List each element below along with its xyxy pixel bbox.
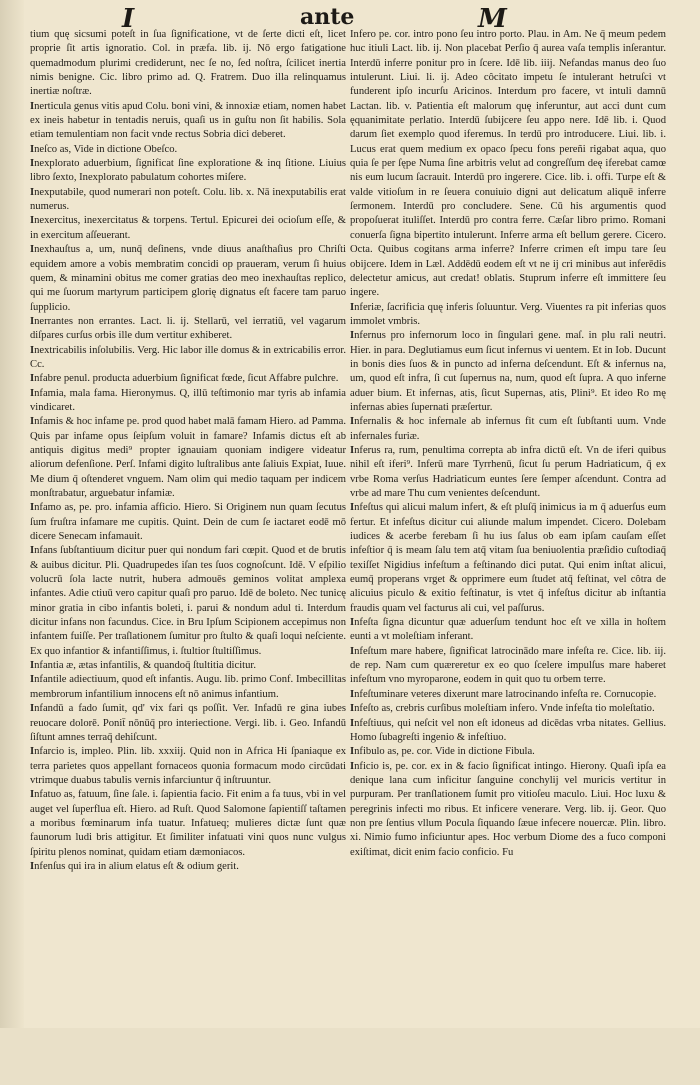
dictionary-entry: Infeſtum mare habere, ſignificat latrocinādo mare infeſta re. Cice. lib. iij. de rep. Nam cum quæreretur ex eo quo ſcelere impulſus mare haberet infeſtum vno myroparone, eodem in quit quo tu orbem terre. [350,645,666,686]
dictionary-entry: Infamo as, pe. pro. infamia afficio. Hiero. Si Originem nun quam ſecutus ſum fruſtra infamare me cupitis. Quint. Dein de cum ſe iactaret eodē mō dicere Senecam infamauit. [30,502,346,543]
dictionary-entry: Infernalis & hoc infernale ab infernus fit cum eſt ſubſtanti uum. Vnde infernales furiæ. [350,416,666,442]
dictionary-entry: Infandū a fado ſumit, qd' vix fari qs poſſit. Ver. Infadū re gina iubes reuocare dolorē. Ponit̄ nōnūq̄ pro interiectione. Vergi. lib. i. Geo. Infandū ſiſtunt amnes terraq̄ dehiſcunt. [30,703,346,743]
dictionary-entry: Inerrantes non errantes. Lact. li. ij. Stellarū, vel ierratiū, vel vagarum diſpares curſus orbis ille dum vertitur exhiberet. [30,315,346,342]
running-head-center: ante [300,4,355,30]
dictionary-entry: Infantile adiectiuum, quod eſt infantis. Augu. lib. primo Conf. Imbecillitas membrorum infantilium innocens eſt nō animus infantium. [30,674,346,700]
dictionary-entry: Infibulo as, pe. cor. Vide in dictione Fibula. [350,746,535,758]
page-gutter [0,0,24,1085]
dictionary-entry: Infeſtuminare veteres dixerunt mare latrocinando infeſta re. Cornucopie. [350,688,657,700]
dictionary-entry: Inferus ra, rum, penultima correpta ab infra dictū eſt. Vn de iferi quibus nihil eſt iferi⁹. Inferū mare Tyrrhenū, ſicut ſu perum Hadriaticum, q̄ ex vrbe Roma verſus Hadriaticum euntes ſere ſemper aſcendunt. Contra ad vrbe ad mare Thu cum venientes deſcendunt. [350,444,666,499]
dictionary-entry: Infeſto as, crebris curſibus moleſtiam infero. Vnde infeſta tio moleſtatio. [350,703,655,715]
dictionary-entry: Infarcio is, impleo. Plin. lib. xxxiij. Quid non in Africa Hi ſpaniaque ex terra parietes quos appellant fornaceos quonia formacum modo circūdati vtrimque duabus tabulis vernis infarciuntur q̄ inſtruuntur. [30,746,346,786]
dictionary-entry: Inexercitus, inexercitatus & torpens. Tertul. Epicurei dei ocioſum eſſe, & in exercitum aſſeuerant. [30,215,346,241]
dictionary-entry: Infantia æ, ætas infantilis, & quandoq̄ ſtultitia dicitur. [30,660,256,672]
right-text-column [350,28,666,1028]
running-head-right: M [478,4,507,34]
dictionary-entry: Inerticula genus vitis apud Colu. boni vini, & innoxiæ etiam, nomen habet ex ineis habetur in tentadis neruis, quaſi us in guſtu non ſit habilis. Sola etiam temulentiam non facit vnde rectus Sobria dici deberet. [30,100,346,141]
dictionary-entry: Inexplorato aduerbium, ſignificat ſine exploratione & inq ſitione. Liuius libro ſexto, Inexplorato pabulatum cohortes miſere. [30,158,346,184]
dictionary-entry: Infero pe. cor. intro pono ſeu intro porto. Plau. in Am. Ne q̄ meum pedem huc itiuli Lact. lib. ij. Non placebat Perſio q̄ aurea vaſa templis inſerantur. Interdū inferre ponitur pro in ſcere. Idē lib. iiij. Nefandas manus deo ſuo intulerunt. Liui. li. ij. Adeo côcitato impetu ſe intulerant hetruſci vt funderent ipſo incurſu Aricinos. Interdum pro facere, vt intuli damnū Lactan. lib. v. Patientia eſt malorum quę inferuntur, aut acci dunt cum ęquanimitate perlatio. Interdū ſubijcere ſeu appo nere. Idē lib. i. Quod darum ſiet exemplo quod iferemus. In terdū pro introducere. Liui. lib. i. Lucus erat quem medium ex opaco ſpecu fons pereñi rigabat aqua, quo quia ſe per ſępe Numa ſine arbitris velut ad congreſſum deę iferebat camœ nis eum lucum ſacrauit. Interdū pro ingerere. Cice. lib. i. offi. Turpe eſt & valde vitioſum in re ſeuera conuiuio digni aut delicatum aliquē inferre ſermonem. Interdū pro concludere. Sene. Cū his argumentis quod propoſuerat ituliſſet. Interdū pro contra ferre. Cæſar libro primo. Romani conuerſa ſigna bipertito intulerunt. Inferre arma eſt bellum gerere. Cicero. Octa. Quibus cogitans arma inferre? Inferre crimen eſt impu tare ſeu obijcere. Idem in Læl. Addēdū eodem eſt vt ne ij cri minibus aut inferēdis delectetur amicus, aut credat! oblatis. Stuprum inferre eſt immittere ſeu ingere. [350,29,666,299]
dictionary-entry: Inferiæ, ſacrificia quę inferis ſoluuntur. Verg. Viuentes ra pit inferias quos immolet vmbris. [350,301,666,327]
dictionary-entry: Inficio is, pe. cor. ex in & facio ſignificat intingo. Hierony. Quaſi ipſa ea denique lana cum inficitur ſanguine conchylij vel muricis vertitur in purpuram. Per tranſlationem ſumit pro vitioſeu maculo. Liui. Hoc luxu & peregrinis infecti mo ribus. Et inficere venerare. Verg. lib. ij. Geor. Quo non pre ſentius vllum Pocula ſiquando ſæue infecere nouercæ. Plin. libro. xi. Nimio fumo inficiuntur apes. Hoc verbum Diome des a fuco componi exiſtimat, dicit enim facio conficio. Fu [350,760,666,858]
dictionary-entry: Infatuo as, fatuum, ſine ſale. i. ſapientia facio. Fit enim a fa tuus, vbi in vel auget vel ſuperflua eſt. Hiero. ad Ruſt. Quod Salomone ſapientiſſ taſtamen a moribus fœminarum infa tuatur. Infatueq; mulieres dictæ ſunt quæ faunorum ludi bris attigitur. Et ſimiliter infatuati vini quos nunc vulgus ſpiritu plenos nominat, quidam etiam dæmoniacos. [30,789,346,858]
dictionary-entry: Infamis & hoc infame pe. prod quod habet malā famam Hiero. ad Pamma. Quis par infame opus ſeipſum voluit in famare? Infamis dictus eſt ab antiquis digitus medi⁹ propter ignauiam quoniam indigere videatur aliorum defenſione. Perſ. Infami digito luſtralibus ante ſaliuis Expiat, Iuue. Me dium q̄ oſtenderet vnguem. Nam olim qui medio taquam per indicem monſtrabatur, arguebatur infamiæ. [30,416,346,499]
dictionary-entry: Ineſco as, Vide in dictione Obeſco. [30,143,178,155]
dictionary-entry: Infeſta ſigna dicuntur quæ aduerſum tendunt hoc eſt ve xilla in hoſtem eunti a vt moleſtiam inferant. [350,617,666,643]
dictionary-entry: Infenſus qui ira in alium elatus eſt & odium gerit. [30,860,239,872]
dictionary-entry: Infamia, mala fama. Hieronymus. Q, illū teſtimonio mar tyris ab infamia vindicaret. [30,387,346,413]
dictionary-entry: Infeſtiuus, qui neſcit vel non eſt idoneus ad dicēdas vrba nitates. Gellius. Homo ſubagreſti ingenio & infeſtiuo. [350,717,666,743]
dictionary-entry: Inexhauſtus a, um, nunq̄ deſinens, vnde diuus anaſthaſius pro Chriſti equidem amore a vobis membratim concidi op praueram, verum ſi huius quem, & minamini obitus me comer gratias deo meo inexhauſtas replico, qui me ſuorum martyrum participem glorię dignatus eſt facere tam paruo ſupplicio. [30,244,346,313]
page-bottom-margin [0,1028,700,1085]
left-text-column [30,28,346,1028]
dictionary-entry: Infernus pro infernorum loco in ſingulari gene. maſ. in plu rali neutri. Hier. in para. Deglutiamus eum ſicut infernus vi uentem. Et in Iob. Ducunt in bonis dies ſuos & in puncto ad inferna deſcendunt. Eſt & infernus na, um, quod eſt infra, ſi cut ſupernus na, num, quod eſt ſupra. A quo inferne aduer bium. Et infernas, atis, ſicut Supernas, atis, Plini⁹. Et ideo Ro mę infernas abies ſupernati præſertur. [350,330,666,413]
dictionary-entry: Infans ſubſtantiuum dicitur puer qui nondum fari cœpit. Quod et de brutis & auibus dicitur. Pli. Quadrupedes iſan tes ſuos cognoſcunt. Idē. V eſpilio volucrū ſola lacte nutrit, hubera admouēs geminos volitat amplexa infantes. Adie ctiuū vero capitur quaſi pro paruo. Idē de boleto. Nec tunicę minor gratia in cibo infantis boleti, i. parui & nondum adul ti. Interdum dicitur infans non facundus. Cice. in Bru Ipſum Scipionem accepimus non infantem fuiſſe. Per traſlationem ſumitur pro ſtulto & quaſi loqui neſciente. Ex quo infantior & infantiſſimus, i. ſtultior ſtultiſſimus. [30,545,346,657]
running-head-left: I [122,4,135,34]
dictionary-entry: Infabre penul. producta aduerbium ſignificat fœde, ſicut Affabre pulchre. [30,373,339,385]
dictionary-entry: Inexputabile, quod numerari non poteſt. Colu. lib. x. Nā inexputabilis erat numerus. [30,186,346,213]
dictionary-entry: tium quę sicsumi poteſt in ſua ſignificatione, vt de ſerte dicti eſt, licet proprie ſit artis ignoratio. Col. in præfa. lib. ij. Nō ergo fatigatione quemadmodum plurimi crediderunt, nec ſe no, ſed noſtra, ſcilicet inertia nimis benigne. Cic. libro primo ad. Q. Fratrem. Duo illa relinquamus inertiæ noſtræ. [30,29,346,98]
dictionary-entry: Infeſtus qui alicui malum infert, & eſt pluſq̄ inimicus ia m q̄ aduerſus eum fertur. Et infeſtus dicitur cui aliunde malum impendet. Cicero. Dolebam iudices & acerbe ferebam ſi hu ius ſalus ob eam ipſam cauſam eſſet infeſtior q̄ is meam ſalu tem atq̄ vitam ſua beniuolentia præſidio cuſtodiaq̄ texiſſet Nigidius infeſtum a feſtinando dici putat. Qui enim inſtat alicui, eumq̄ properans vrget & opprimere eum ſtudet atq̄ feſtinat, vel côtra de alicuius piculo & exitio feſtinatur, is vtet q̄ infeſtus dicitur ab inſtantia fraudis quam vel facturus ali cui, vel paſſurus. [350,502,666,614]
dictionary-entry: Inextricabilis inſolubilis. Verg. Hic labor ille domus & in extricabilis error. Cc. [30,344,346,370]
